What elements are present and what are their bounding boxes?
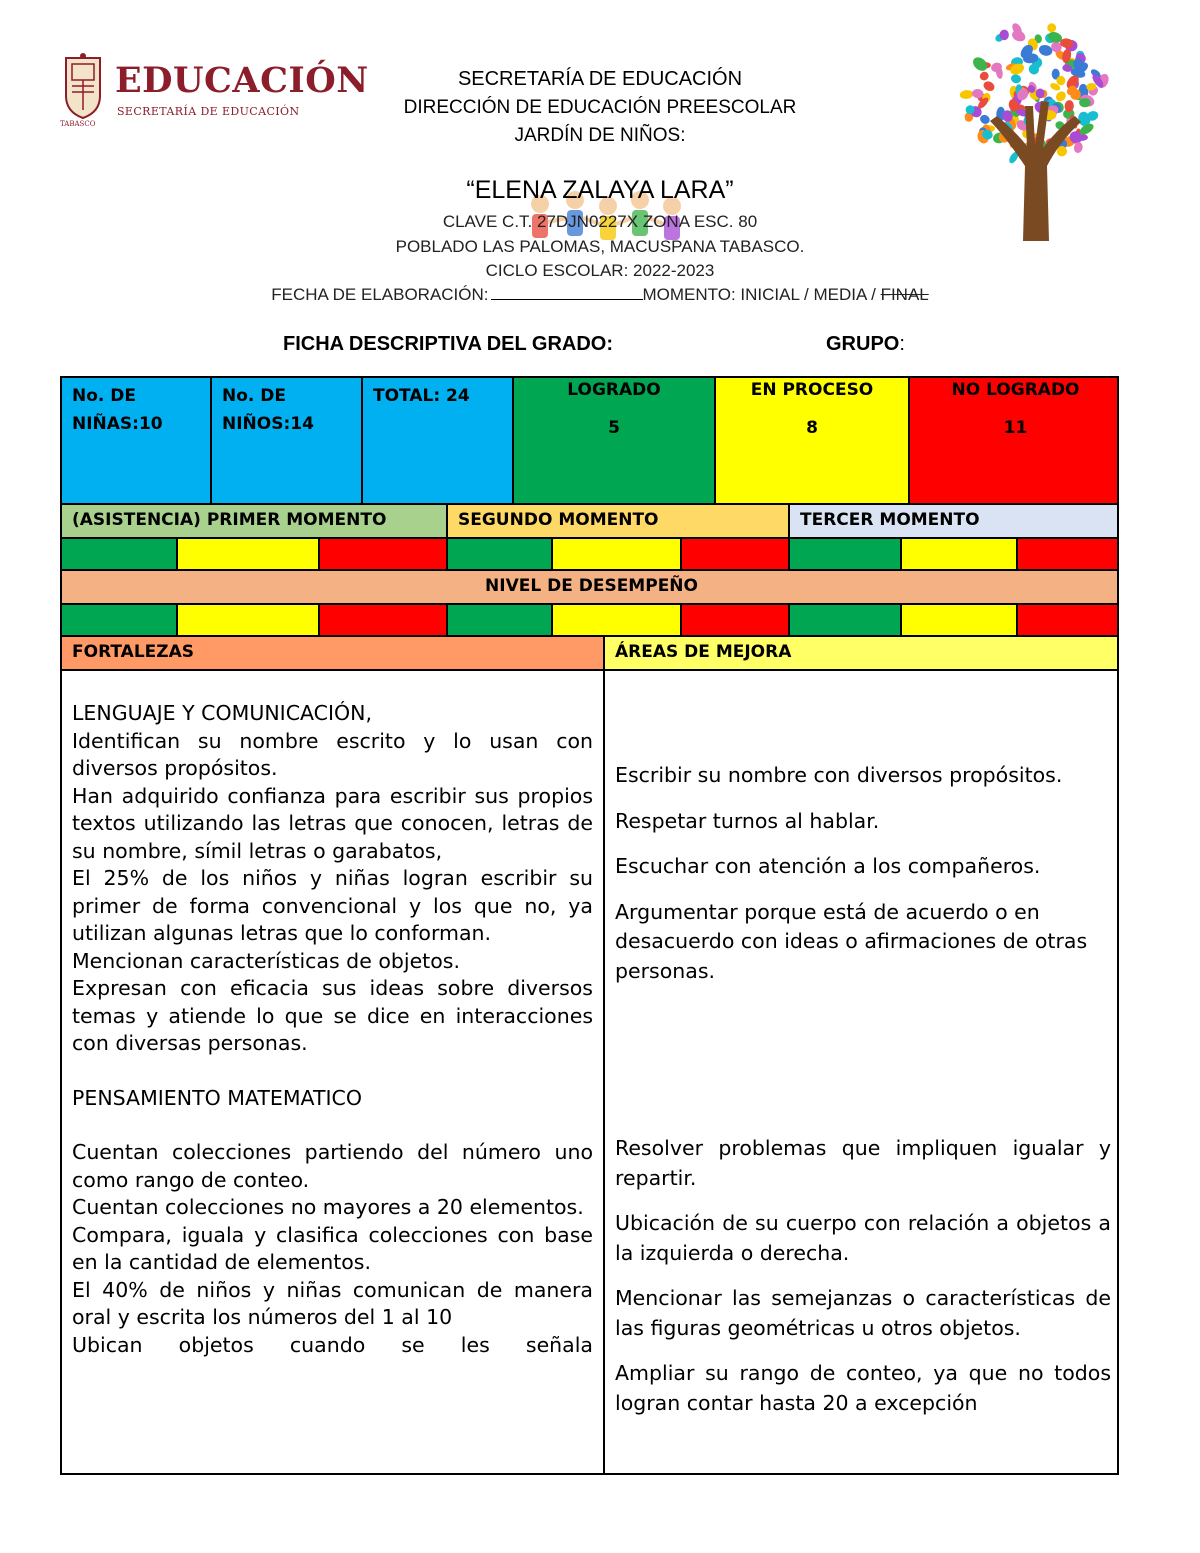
area-item: Argumentar porque está de acuerdo o en desacuerdo con ideas o afirmaciones de otras personas.	[615, 899, 1088, 983]
primer-momento: (ASISTENCIA) PRIMER MOMENTO	[62, 505, 448, 539]
strip1-green	[62, 539, 178, 571]
strip6-red	[1018, 605, 1119, 637]
ciclo-line: CICLO ESCOLAR: 2022-2023	[485, 261, 715, 280]
areas-heading: ÁREAS DE MEJORA	[605, 637, 1119, 671]
ninos-value: NIÑOS:14	[222, 414, 314, 434]
ninas-value: NIÑAS:10	[72, 414, 163, 434]
ninas-label: No. DE	[72, 386, 137, 406]
strip3-red	[1018, 539, 1119, 571]
area-item: Ampliar su rango de conteo, ya que no todos logran contar hasta 20 a excepción	[615, 1361, 1111, 1415]
fortaleza-item: Cuentan colecciones no mayores a 20 elementos.	[72, 1195, 584, 1219]
strip1-red	[320, 539, 448, 571]
proceso-value: 8	[806, 418, 818, 438]
fortaleza-item: El 25% de los niños y niñas logran escribir su primer de forma convencional y los que no, ya utilizan algunas letras que lo conforman.	[72, 866, 593, 945]
fecha-blank	[491, 285, 643, 300]
grupo-label: GRUPO	[826, 333, 900, 355]
strip3-green	[790, 539, 902, 571]
school-name: “ELENA ZALAYA LARA”	[466, 176, 734, 204]
logrado-value: 5	[608, 418, 620, 438]
nologrado-cell	[910, 378, 1119, 505]
fortaleza-item: El 40% de niños y niñas comunican de manera oral y escrita los números del 1 al 10	[72, 1277, 593, 1329]
fortaleza-item: Han adquirido confianza para escribir sus propios textos utilizando las letras que conocen, letras de su nombre, símil letras o garabatos,	[72, 783, 593, 863]
strip4-green	[62, 605, 178, 637]
fortalezas-body	[62, 671, 605, 1475]
strip1-yellow	[178, 539, 320, 571]
ninos-cell	[212, 378, 363, 505]
ninas-cell	[62, 378, 212, 505]
grupo-label-wrap	[826, 333, 905, 356]
strip5-yellow	[553, 605, 682, 637]
momento-final: FINAL	[880, 285, 929, 304]
momento-label: MOMENTO: INICIAL / MEDIA /	[642, 285, 881, 304]
nologrado-label: NO LOGRADO	[951, 380, 1080, 400]
direccion-title: DIRECCIÓN DE EDUCACIÓN PREESCOLAR	[403, 97, 797, 118]
strip6-yellow	[902, 605, 1018, 637]
poblado-line: POBLADO LAS PALOMAS, MACUSPANA TABASCO.	[395, 237, 805, 256]
fecha-momento-line	[0, 285, 1200, 305]
area-item: Respetar turnos al hablar.	[615, 808, 880, 833]
area-item: Resolver problemas que impliquen igualar y repartir.	[615, 1136, 1111, 1190]
strip2-green	[448, 539, 553, 571]
fortaleza-item: Mencionan características de objetos.	[72, 948, 460, 973]
nologrado-value: 11	[1003, 418, 1028, 438]
strip2-red	[682, 539, 790, 571]
strip2-yellow	[553, 539, 682, 571]
lenguaje-title: LENGUAJE Y COMUNICACIÓN,	[72, 701, 373, 725]
area-item: Escuchar con atención a los compañeros.	[615, 854, 1041, 878]
segundo-momento: SEGUNDO MOMENTO	[448, 505, 790, 539]
logo-subtitle: SECRETARÍA DE EDUCACIÓN	[117, 105, 300, 118]
tercer-momento: TERCER MOMENTO	[790, 505, 1119, 539]
areas-spacer	[615, 671, 1111, 761]
fortaleza-item: Ubican objetos cuando se les señala	[72, 1332, 593, 1357]
strip5-green	[448, 605, 553, 637]
secretaria-title: SECRETARÍA DE EDUCACIÓN	[457, 68, 743, 90]
fortaleza-item: Cuentan colecciones partiendo del número uno como rango de conteo.	[72, 1140, 593, 1192]
proceso-cell	[716, 378, 910, 505]
ficha-table	[60, 376, 1119, 1475]
total-cell	[363, 378, 514, 505]
area-item: Escribir su nombre con diversos propósitos.	[615, 763, 1063, 787]
logo-state: TABASCO	[60, 120, 96, 128]
ninos-label: No. DE	[222, 386, 287, 406]
area-item: Ubicación de su cuerpo con relación a objetos a la izquierda o derecha.	[615, 1211, 1111, 1265]
nivel-desempeno: NIVEL DE DESEMPEÑO	[62, 571, 1119, 605]
clave-line: CLAVE C.T. 27DJN0227X ZONA ESC. 80	[442, 212, 758, 231]
strip5-red	[682, 605, 790, 637]
fortaleza-item: Compara, iguala y clasifica colecciones con base en la cantidad de elementos.	[72, 1222, 593, 1274]
strip6-green	[790, 605, 902, 637]
areas-spacer	[615, 986, 1111, 1134]
logo-word: EDUCACIÓN	[115, 60, 369, 101]
fecha-label: FECHA DE ELABORACIÓN:	[271, 285, 489, 304]
strip4-yellow	[178, 605, 320, 637]
proceso-label: EN PROCESO	[750, 380, 874, 400]
logrado-cell	[514, 378, 716, 505]
grupo-colon: :	[899, 333, 905, 355]
strip3-yellow	[902, 539, 1018, 571]
matematico-title: PENSAMIENTO MATEMATICO	[72, 1085, 362, 1110]
ficha-grado-label: FICHA DESCRIPTIVA DEL GRADO:	[283, 333, 614, 355]
fortaleza-item: Identifican su nombre escrito y lo usan con diversos propósitos.	[72, 728, 593, 780]
jardin-title: JARDÍN DE NIÑOS:	[514, 125, 686, 146]
logrado-label: LOGRADO	[567, 380, 661, 400]
fortalezas-heading: FORTALEZAS	[62, 637, 605, 671]
strip4-red	[320, 605, 448, 637]
area-item: Mencionar las semejanzas o características de las figuras geométricas u otros objetos.	[615, 1286, 1111, 1340]
areas-body	[605, 671, 1119, 1475]
fortaleza-item: Expresan con eficacia sus ideas sobre diversos temas y atiende lo que se dice en interacciones con diversas personas.	[72, 976, 593, 1055]
total-value: TOTAL: 24	[373, 386, 470, 406]
